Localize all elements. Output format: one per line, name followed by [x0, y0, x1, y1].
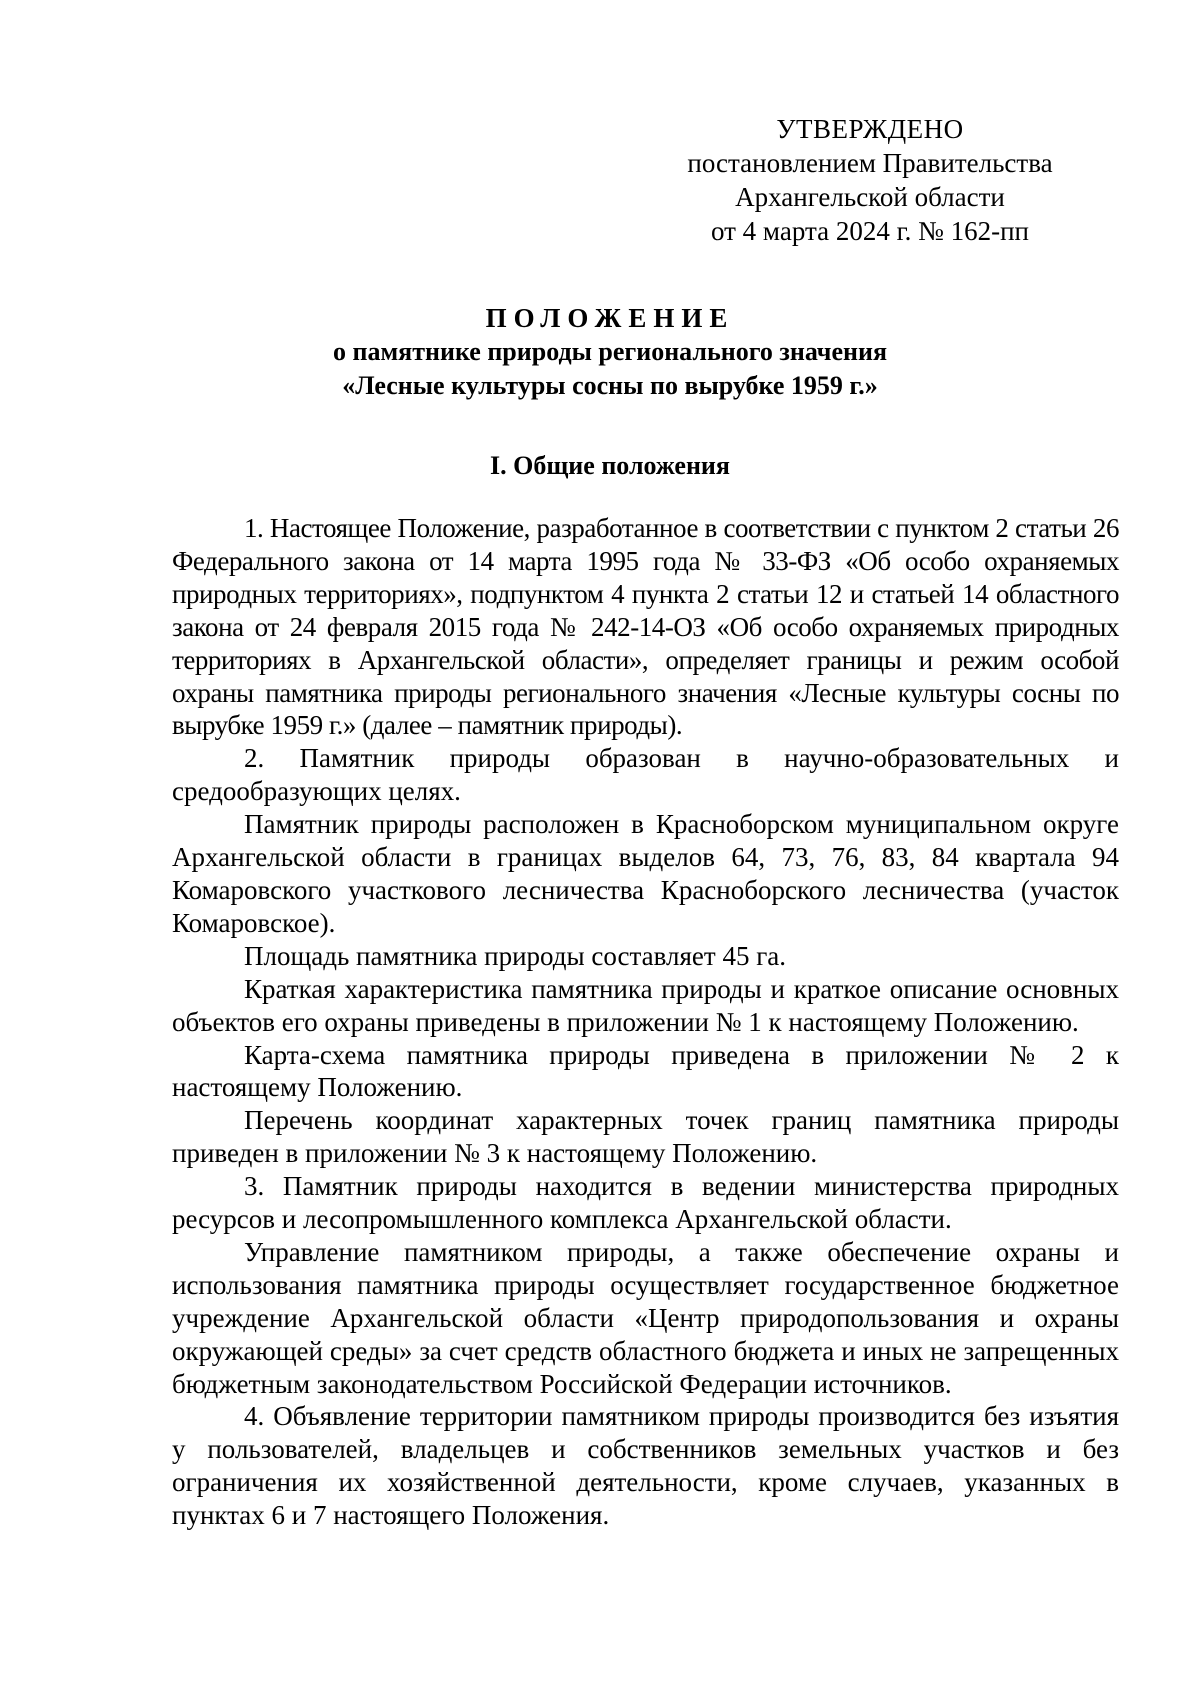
paragraph-4: Площадь памятника природы составляет 45 га.	[244, 940, 787, 971]
paragraph-1: 1. Настоящее Положение, разработанное в соответствии с пунктом 2 статьи 26 Федерального закона от 14 марта 1995 года № 33-ФЗ «Об особо охраняемых природных территориях», подпунктом 4 пункта 2 статьи 12 и статьей 14 областного закона от 24 февраля 2015 года № 242-14-ОЗ «Об особо охраняемых природных территориях в Архангельской области», определяет границы и режим особой охраны памятника природы регионального значения «Лесные культуры сосны по вырубке 1959 г.» (далее – памятник природы).	[172, 513, 1119, 741]
document-object-name: «Лесные культуры сосны по вырубке 1959 г.»	[342, 371, 878, 400]
document-body	[172, 512, 1119, 1532]
approval-label: УТВЕРЖДЕНО	[776, 114, 964, 144]
paragraph-8: 3. Памятник природы находится в ведении министерства природных ресурсов и лесопромышленного комплекса Архангельской области.	[172, 1171, 1119, 1235]
document-title	[160, 301, 1060, 403]
paragraph-5: Краткая характеристика памятника природы и краткое описание основных объектов его охраны приведены в приложении № 1 к настоящему Положению.	[172, 973, 1119, 1037]
approval-issuer: постановлением Правительства	[687, 148, 1053, 178]
approval-stamp	[680, 112, 1060, 248]
paragraph-7: Перечень координат характерных точек границ памятника природы приведен в приложении № 3 к настоящему Положению.	[172, 1105, 1119, 1169]
section-heading: I. Общие положения	[490, 451, 730, 480]
paragraph-2: 2. Памятник природы образован в научно-образовательных и средообразующих целях.	[172, 743, 1119, 807]
approval-region: Архангельской области	[735, 182, 1005, 212]
paragraph-3: Памятник природы расположен в Красноборском муниципальном округе Архангельской области в границах выделов 64, 73, 76, 83, 84 квартала 94 Комаровского участкового лесничества Красноборского лесничества (участок Комаровское).	[172, 809, 1119, 938]
paragraph-9: Управление памятником природы, а также обеспечение охраны и использования памятника природы осуществляет государственное бюджетное учреждение Архангельской области «Центр природопользования и охраны окружающей среды» за счет средств областного бюджета и иных не запрещенных бюджетным законодательством Российской Федерации источников.	[172, 1236, 1119, 1399]
document-type: ПОЛОЖЕНИЕ	[485, 303, 735, 333]
approval-date-number: от 4 марта 2024 г. № 162-пп	[710, 216, 1029, 246]
paragraph-6: Карта-схема памятника природы приведена в приложении № 2 к настоящему Положению.	[172, 1039, 1119, 1103]
paragraph-10: 4. Объявление территории памятником природы производится без изъятия у пользователей, владельцев и собственников земельных участков и без ограничения их хозяйственной деятельности, кроме случаев, указанных в пунктах 6 и 7 настоящего Положения.	[172, 1401, 1119, 1531]
document-subject: о памятнике природы регионального значения	[332, 337, 888, 366]
